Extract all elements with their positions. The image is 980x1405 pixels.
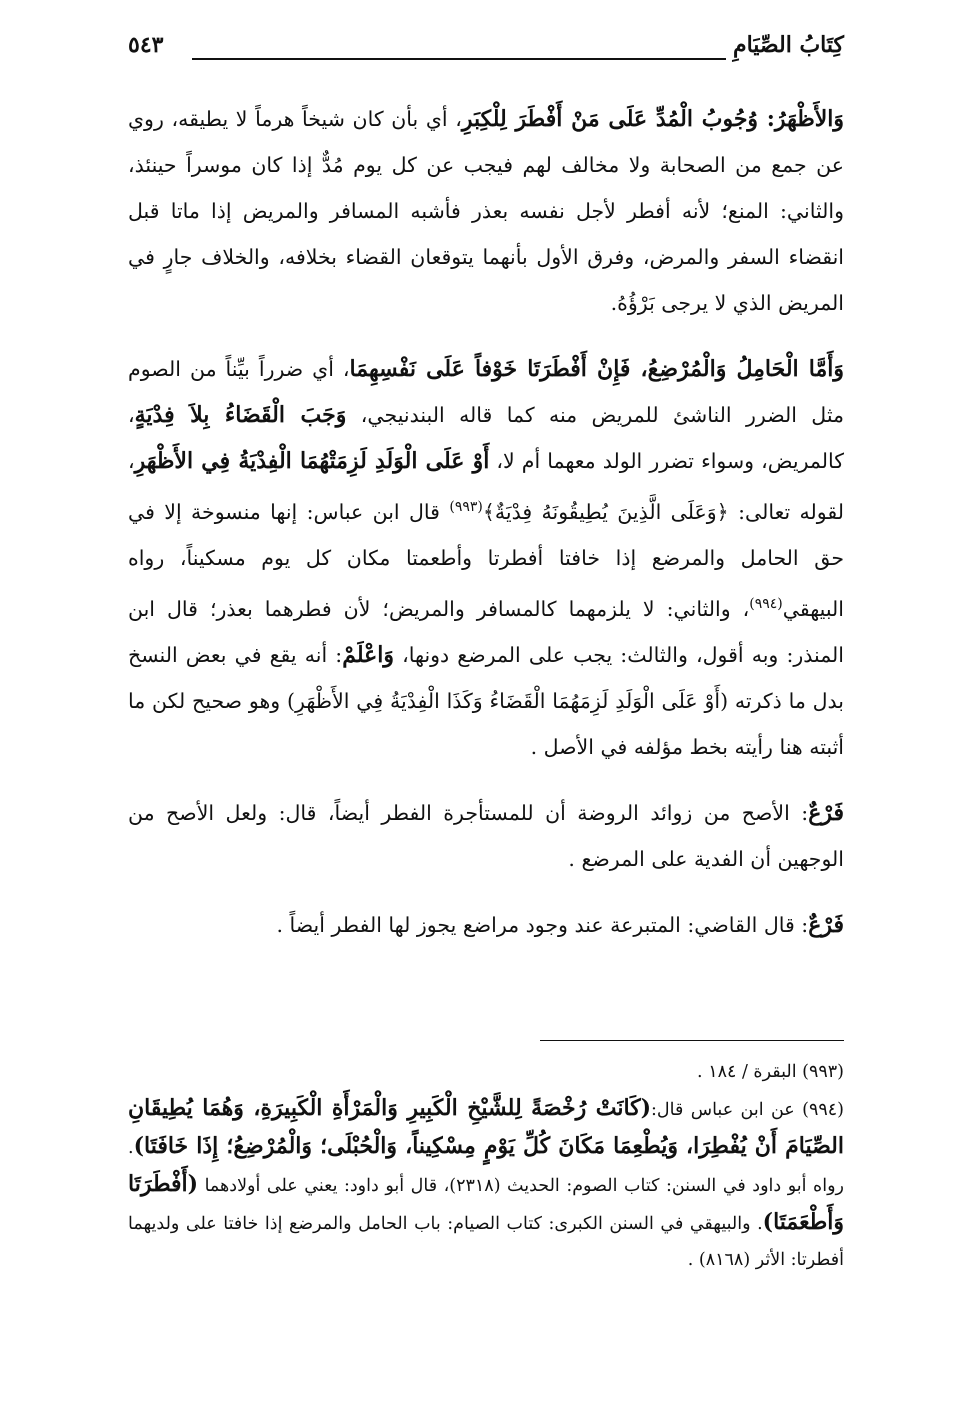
commentary-text: : الأصح من زوائد الروضة أن للمستأجرة الفطر أيضاً، قال: ولعل الأصح من الوجهين أن الفدية على المرضع . [128, 800, 844, 871]
running-title: كِتَابُ الصِّيَامِ [732, 32, 844, 58]
matn-text: (أَفْطَرَتَا وَأَطْعَمَتَا) [128, 1171, 844, 1235]
page-header [128, 28, 844, 68]
matn-text: وَالأَظْهَرُ: وُجُوبُ الْمُدِّ عَلَى مَنْ أَفْطَرَ لِلْكِبَرِ [461, 106, 845, 132]
matn-text: أَوْ عَلَى الْوَلَدِ لَزِمَتْهُمَا الْفِدْيَةُ فِي الأَظْهَرِ [134, 448, 490, 474]
commentary-text: ، لقوله تعالى: ﴿وَعَلَى الَّذِينَ يُطِيقُونَهُ فِدْيَةٌ﴾ [128, 449, 844, 524]
paragraph [128, 790, 844, 882]
footnote [128, 1054, 844, 1090]
matn-text: (كَانَتْ رُخْصَةً لِلشَّيْخِ الْكَبِيرِ وَالْمَرْأَةِ الْكَبِيرَةِ، وَهُمَا يُطِيقَانِ الصِّيَامَ أَنْ يُفْطِرَا، وَيُطْعِمَا مَكَانَ كُلِّ يَوْمٍ مِسْكِيناً، وَالْحُبْلَى؛ وَالْمُرْضِعُ؛ إِذَا خَافَتَا) [128, 1095, 844, 1159]
commentary-text: قال ابن عباس: إنها منسوخة إلا في حق الحامل والمرضع إذا خافتا أفطرتا وأطعمتا مكان كل يوم مسكيناً، رواه البيهقي [128, 499, 844, 621]
footnote-reference: (٩٩٤) [749, 595, 783, 612]
commentary-text: ، أي بأن كان شيخاً هرماً لا يطيقه، روي عن جمع من الصحابة ولا مخالف لهم فيجب عن كل يوم مُدٌّ إذا كان موسراً حينئذ، والثاني: المنع؛ لأنه أفطر لأجل نفسه بعذر فأشبه المسافر والمريض إذا ماتا قبل انقضاء السفر والمرض، وفرق الأول بأنهما يتوقعان القضاء بخلافه، والخلاف جارٍ في المريض الذي لا يرجى بَرْؤُهُ. [128, 107, 844, 315]
header-rule [192, 58, 726, 60]
commentary-text: : أنه يقع في بعض النسخ بدل ما ذكرته (أَوْ عَلَى الْوَلَدِ لَزِمَهُمَا الْقَضَاءُ وَكَذَا الْفِدْيَةُ فِي الأَظْهَرِ) وهو صحيح لكن ما أثبته هنا رأيته بخط مؤلفه في الأصل . [128, 642, 844, 759]
paragraph [128, 346, 844, 770]
commentary-text: ، أي ضرراً بيِّناً من الصوم مثل الضرر الناشئ للمريض منه كما قاله البندنيجي، [128, 357, 845, 427]
commentary-text: . والبيهقي في السنن الكبرى: كتاب الصيام: باب الحامل والمرضع إذا خافتا على ولديهما أفطرتا: الأثر (٨١٦٨) . [128, 1214, 844, 1270]
commentary-text: . رواه أبو داود في السنن: كتاب الصوم: الحديث (٢٣١٨)، قال أبو داود: يعني على أولادهما [128, 1138, 844, 1196]
paragraph [128, 902, 844, 948]
commentary-text: : قال القاضي: المتبرعة عند وجود مراضع يجوز لها الفطر أيضاً . [276, 912, 809, 937]
footnote-separator [540, 1040, 844, 1041]
main-text [128, 96, 844, 948]
footnotes [128, 1054, 844, 1278]
commentary-text: ، والثاني: لا يلزمهما كالمسافر والمريض؛ لأن فطرهما بعذر؛ قال ابن المنذر: وبه أقول، والثالث: يجب على المرضع دونها، [128, 596, 844, 667]
footnote-reference: (٩٩٣) [449, 499, 483, 515]
commentary-text: (٩٩٣) البقرة / ١٨٤ . [697, 1062, 844, 1082]
matn-text: وَجَبَ الْقَضَاءُ بِلاَ فِدْيَةٍ [134, 402, 347, 428]
matn-text: وَاعْلَمْ [342, 641, 394, 668]
footnote [128, 1090, 844, 1278]
matn-text: فَرْعٌ [808, 799, 844, 826]
matn-text: وَأَمَّا الْحَامِلُ وَالْمُرْضِعُ، فَإِنْ أَفْطَرَتَا خَوْفاً عَلَى نَفْسِهِمَا [349, 356, 844, 382]
matn-text: فَرْعٌ [808, 911, 844, 938]
page-number: ٥٤٣ [128, 32, 164, 58]
commentary-text: (٩٩٤) عن ابن عباس قال: [651, 1100, 844, 1120]
commentary-text: ، كالمريض، وسواء تضرر الولد معهما أم لا، [128, 403, 845, 473]
paragraph [128, 96, 844, 326]
